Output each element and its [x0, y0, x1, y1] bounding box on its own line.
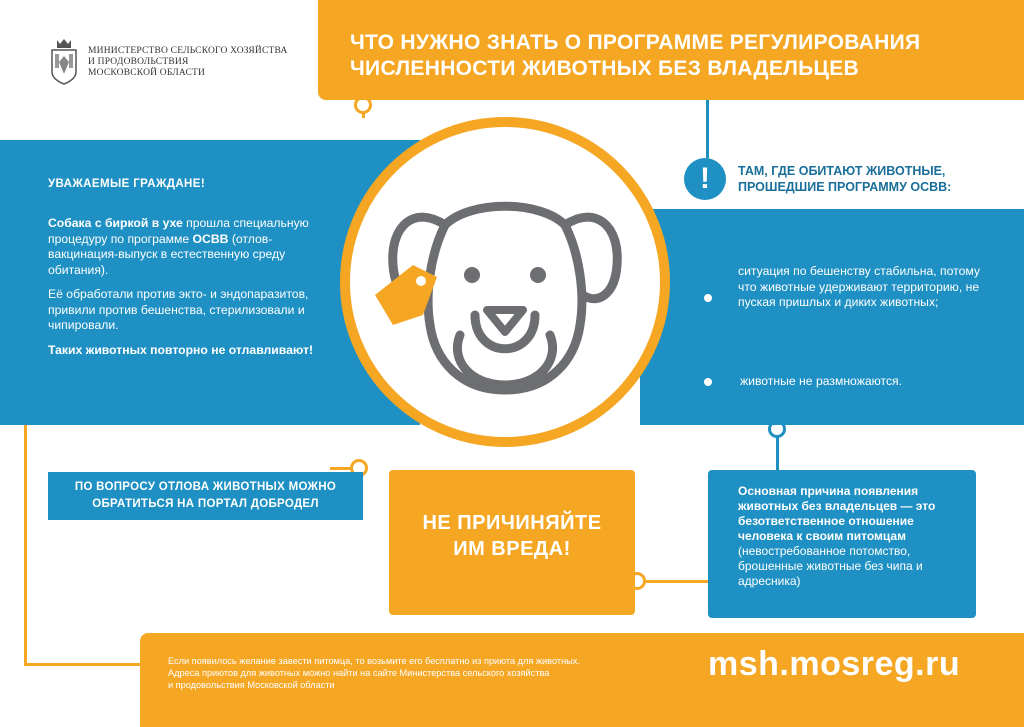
exclamation-icon: !	[684, 158, 726, 200]
harm-line: НЕ ПРИЧИНЯЙТЕ	[422, 512, 602, 534]
title-line: ЧТО НУЖНО ЗНАТЬ О ПРОГРАММЕ РЕГУЛИРОВАНИЯ	[350, 31, 921, 54]
cause-info-box	[708, 470, 976, 618]
connector-line	[635, 580, 710, 583]
footer-line: Адреса приютов для животных можно найти на сайте Министерства сельского хозяйства	[168, 668, 550, 678]
bullet-dot	[704, 378, 712, 386]
page-title	[350, 30, 1010, 82]
ministry-logo	[48, 36, 308, 88]
paragraph-tag	[48, 216, 338, 278]
footer-line: Если появилось желание завести питомца, то возьмите его бесплатно из приюта для животных.	[168, 656, 580, 666]
title-banner	[318, 0, 1024, 100]
ministry-name-line: МИНИСТЕРСТВО СЕЛЬСКОГО ХОЗЯЙСТВА	[88, 46, 288, 56]
portal-info-box	[48, 472, 363, 520]
portal-line: ОБРАТИТЬСЯ НА ПОРТАЛ ДОБРОДЕЛ	[92, 498, 319, 510]
cause-text: (невостребованное потомство, брошенные животные без чипа и адресника)	[738, 544, 923, 588]
paragraph-warning	[48, 343, 338, 359]
do-no-harm-box	[389, 470, 635, 615]
bold-text: Собака с биркой в ухе	[48, 216, 183, 230]
footer-line: и продовольствия Московской области	[168, 680, 335, 690]
dog-icon	[375, 185, 635, 415]
title-line: ЧИСЛЕННОСТИ ЖИВОТНЫХ БЕЗ ВЛАДЕЛЬЦЕВ	[350, 57, 859, 80]
bullet-dot	[704, 294, 712, 302]
bullet-text: животные не размножаются.	[740, 374, 903, 388]
paragraph-text: (отлов-вакцинация-выпуск в естественную среду обитания).	[48, 231, 286, 277]
harm-line: ИМ ВРЕДА!	[453, 538, 571, 560]
connector-line	[24, 663, 149, 666]
heading-line: ТАМ, ГДЕ ОБИТАЮТ ЖИВОТНЫЕ,	[738, 164, 946, 178]
footer-banner	[140, 633, 1024, 727]
bold-text: ОСВВ	[192, 231, 229, 246]
bullet-text: ситуация по бешенству стабильна, потому что животные удерживают территорию, не пуская пришлых и диких животных;	[738, 264, 980, 309]
connector-line	[24, 425, 27, 429]
connector-line	[706, 100, 709, 158]
connector-line	[24, 425, 27, 665]
info-band-right	[640, 209, 1024, 425]
website-link[interactable]: msh.mosreg.ru	[708, 645, 961, 683]
greeting: УВАЖАЕМЫЕ ГРАЖДАНЕ!	[48, 178, 206, 190]
crest-icon	[48, 36, 80, 86]
heading-line: ПРОШЕДШИЕ ПРОГРАММУ ОСВВ:	[738, 180, 952, 194]
ministry-name-line: МОСКОВСКОЙ ОБЛАСТИ	[88, 68, 206, 78]
citizens-info	[48, 178, 338, 367]
paragraph-treatment: Её обработали против экто- и эндопаразитов, привили против бешенства, стерилизовали и чипировали.	[48, 287, 309, 332]
paragraph-text: прошла специальную процедуру по программе	[48, 216, 309, 246]
footer-text	[168, 655, 698, 691]
right-heading	[738, 163, 1018, 195]
portal-line: ПО ВОПРОСУ ОТЛОВА ЖИВОТНЫХ МОЖНО	[74, 481, 337, 493]
cause-bold-text: Основная причина появления животных без владельцев — это безответственное отношение человека к своим питомцам	[738, 484, 936, 543]
bold-text: Таких животных повторно не отлавливают!	[48, 342, 314, 357]
ministry-name-line: И ПРОДОВОЛЬСТВИЯ	[88, 57, 189, 67]
